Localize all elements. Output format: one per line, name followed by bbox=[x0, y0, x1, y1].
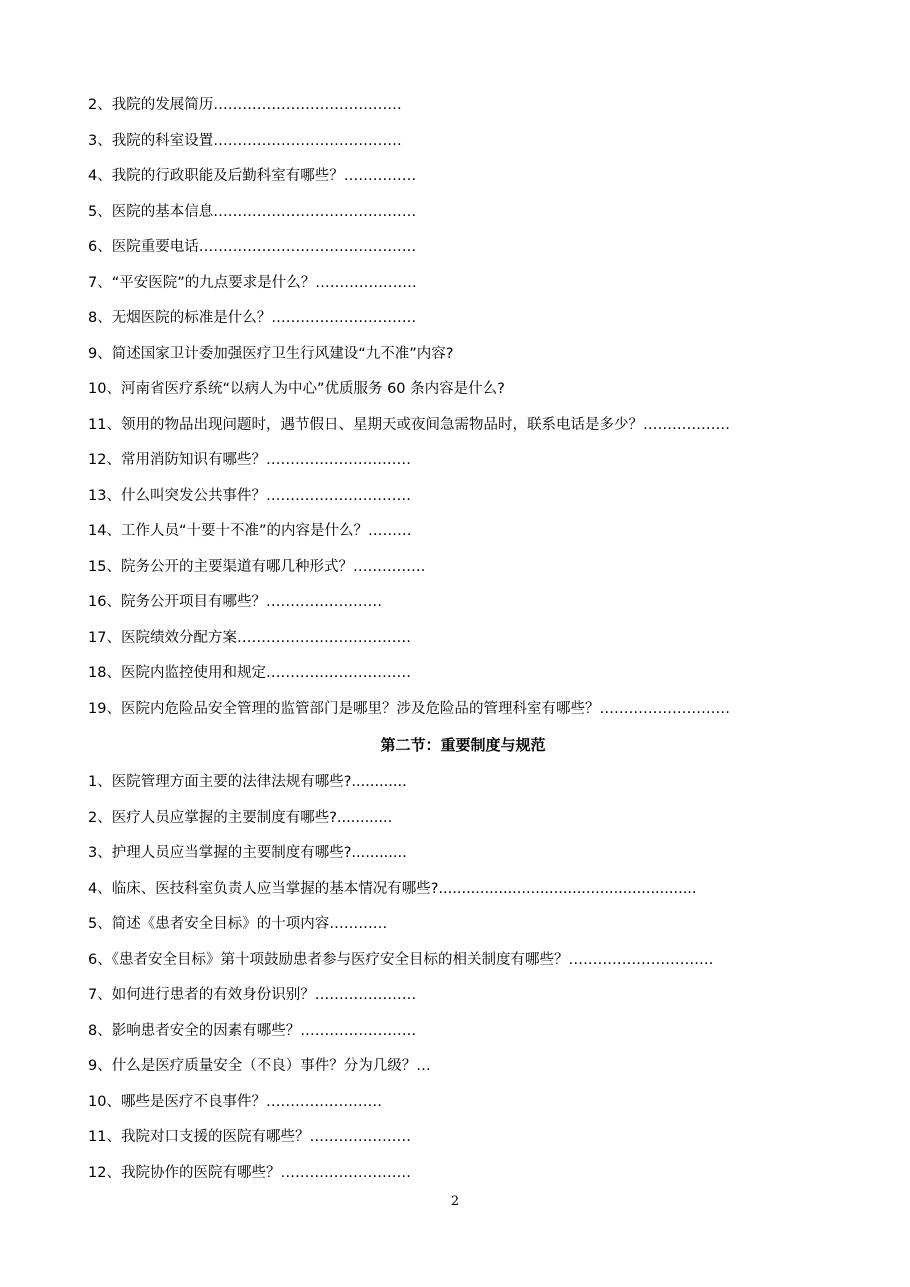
page-number: 2 bbox=[450, 1194, 460, 1209]
table-of-contents bbox=[88, 88, 818, 1191]
toc-item[interactable]: 7、“平安医院”的九点要求是什么？………………… bbox=[88, 274, 417, 291]
toc-item[interactable]: 2、医疗人员应掌握的主要制度有哪些?............ bbox=[88, 809, 393, 826]
toc-item[interactable]: 8、影响患者安全的因素有哪些？…………………… bbox=[88, 1022, 417, 1039]
toc-item[interactable]: 7、如何进行患者的有效身份识别？………………… bbox=[88, 987, 417, 1003]
toc-item[interactable]: 16、院务公开项目有哪些？…………………… bbox=[88, 594, 382, 610]
toc-item[interactable]: 10、哪些是医疗不良事件？…………………… bbox=[88, 1093, 382, 1110]
toc-item[interactable]: 17、医院绩效分配方案……………………………… bbox=[88, 629, 411, 646]
toc-item[interactable]: 12、常用消防知识有哪些？………………………… bbox=[88, 452, 411, 468]
toc-item[interactable]: 2、我院的发展简历………………………………… bbox=[88, 97, 402, 113]
toc-item[interactable]: 10、河南省医疗系统“以病人为中心”优质服务 60 条内容是什么? bbox=[88, 381, 505, 397]
toc-item[interactable]: 12、我院协作的医院有哪些？……………………… bbox=[88, 1164, 411, 1181]
toc-item[interactable]: 6、《患者安全目标》第十项鼓励患者参与医疗安全目标的相关制度有哪些？………………………… bbox=[88, 951, 714, 968]
toc-item[interactable]: 19、医院内危险品安全管理的监管部门是哪里？涉及危险品的管理科室有哪些？……………………… bbox=[88, 700, 730, 717]
toc-item[interactable]: 5、医院的基本信息…………………………………… bbox=[88, 203, 417, 220]
toc-item[interactable]: 5、简述《患者安全目标》的十项内容………… bbox=[88, 916, 388, 932]
toc-item[interactable]: 18、医院内监控使用和规定………………………… bbox=[88, 665, 411, 681]
toc-item[interactable]: 3、护理人员应当掌握的主要制度有哪些?............ bbox=[88, 845, 407, 861]
toc-item[interactable]: 4、临床、医技科室负责人应当掌握的基本情况有哪些?........................................................ bbox=[88, 880, 697, 897]
toc-item[interactable]: 15、院务公开的主要渠道有哪几种形式？…………… bbox=[88, 558, 426, 575]
toc-item[interactable]: 11、领用的物品出现问题时，遇节假日、星期天或夜间急需物品时，联系电话是多少？……………… bbox=[88, 416, 730, 433]
toc-item[interactable]: 6、医院重要电话……………………………………… bbox=[88, 239, 417, 255]
toc-item[interactable]: 1、医院管理方面主要的法律法规有哪些?............ bbox=[88, 774, 407, 790]
toc-item[interactable]: 9、简述国家卫计委加强医疗卫生行风建设“九不准”内容? bbox=[88, 345, 454, 362]
toc-item[interactable]: 11、我院对口支援的医院有哪些？………………… bbox=[88, 1129, 411, 1145]
toc-item[interactable]: 4、我院的行政职能及后勤科室有哪些？…………… bbox=[88, 168, 417, 184]
toc-item[interactable]: 9、什么是医疗质量安全（不良）事件？分为几级？… bbox=[88, 1058, 431, 1074]
section-heading: 第二节：重要制度与规范 bbox=[380, 736, 546, 754]
toc-item[interactable]: 8、无烟医院的标准是什么？………………………… bbox=[88, 310, 417, 326]
toc-item[interactable]: 3、我院的科室设置………………………………… bbox=[88, 132, 402, 149]
toc-item[interactable]: 14、工作人员“十要十不准”的内容是什么？……… bbox=[88, 523, 412, 539]
toc-item[interactable]: 13、什么叫突发公共事件？………………………… bbox=[88, 487, 411, 504]
